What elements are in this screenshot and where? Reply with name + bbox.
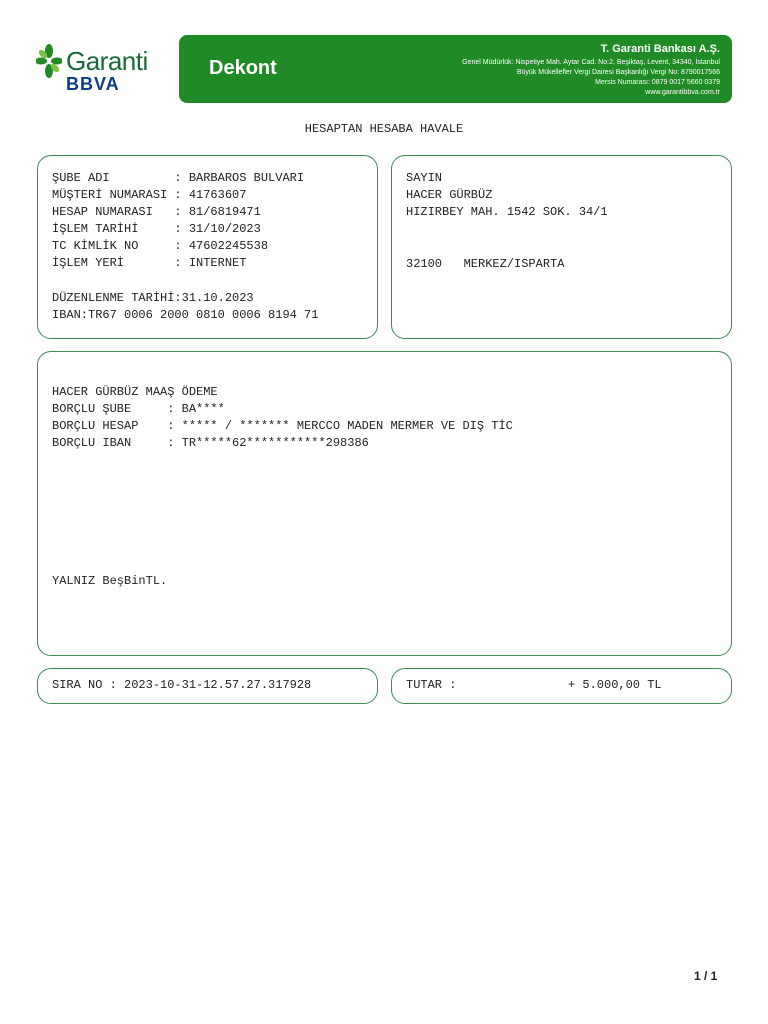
sequence-box [37, 668, 378, 704]
address-line: 32100 MERKEZ/ISPARTA [406, 257, 565, 271]
issue-date-line: DÜZENLENME TARİHİ:31.10.2023 [52, 291, 254, 305]
bank-info-line: Mersis Numarası: 0879 0017 5660 0379 [595, 79, 720, 86]
address-line: HIZIRBEY MAH. 1542 SOK. 34/1 [406, 205, 608, 219]
amount-in-words: YALNIZ BeşBinTL. [52, 574, 168, 588]
amount-label: TUTAR : [406, 678, 457, 692]
account-line: HESAP NUMARASI : 81/6819471 [52, 205, 261, 219]
garanti-bbva-logo [36, 42, 156, 94]
address-line: SAYIN [406, 171, 443, 185]
bank-info-line: www.garantibbva.com.tr [645, 89, 720, 96]
bank-info [462, 58, 720, 98]
detail-line: BORÇLU HESAP : ***** / ******* MERCCO MADEN MERMER VE DIŞ TİC [52, 419, 513, 433]
amount-box [391, 668, 732, 704]
logo-sub: BBVA [66, 74, 120, 94]
address-box [391, 155, 732, 339]
address-line: HACER GÜRBÜZ [406, 188, 493, 202]
sequence-number: SIRA NO : 2023-10-31-12.57.27.317928 [52, 678, 312, 692]
page-number: 1 / 1 [694, 969, 718, 983]
bank-info-line: Genel Müdürlük: Nispetiye Mah. Aytar Cad. No:2, Beşiktaş, Levent, 34340, İstanbul [462, 59, 720, 66]
logo-name: Garanti [66, 46, 148, 76]
account-line: İŞLEM YERİ : INTERNET [52, 256, 247, 270]
detail-line: BORÇLU IBAN : TR*****62***********298386 [52, 436, 369, 450]
transaction-detail-box [37, 351, 732, 656]
bank-name: T. Garanti Bankası A.Ş. [600, 43, 720, 55]
account-line: MÜŞTERİ NUMARASI : 41763607 [52, 188, 247, 202]
account-info-box [37, 155, 378, 339]
detail-line: BORÇLU ŞUBE : BA**** [52, 402, 225, 416]
header-banner [179, 35, 732, 103]
account-line: ŞUBE ADI : BARBAROS BULVARI [52, 171, 305, 185]
iban-line: IBAN:TR67 0006 2000 0810 0006 8194 71 [52, 308, 319, 322]
account-line: TC KİMLİK NO : 47602245538 [52, 239, 269, 253]
account-line: İŞLEM TARİHİ : 31/10/2023 [52, 222, 261, 236]
banner-title: Dekont [209, 57, 277, 79]
clover-icon [36, 44, 62, 78]
bank-info-line: Büyük Mükellefler Vergi Dairesi Başkanlığı Vergi No: 8790017566 [516, 69, 720, 76]
amount-value: + 5.000,00 TL [568, 678, 662, 692]
document-title: HESAPTAN HESABA HAVALE [304, 122, 464, 136]
detail-line: HACER GÜRBÜZ MAAŞ ÖDEME [52, 385, 218, 399]
